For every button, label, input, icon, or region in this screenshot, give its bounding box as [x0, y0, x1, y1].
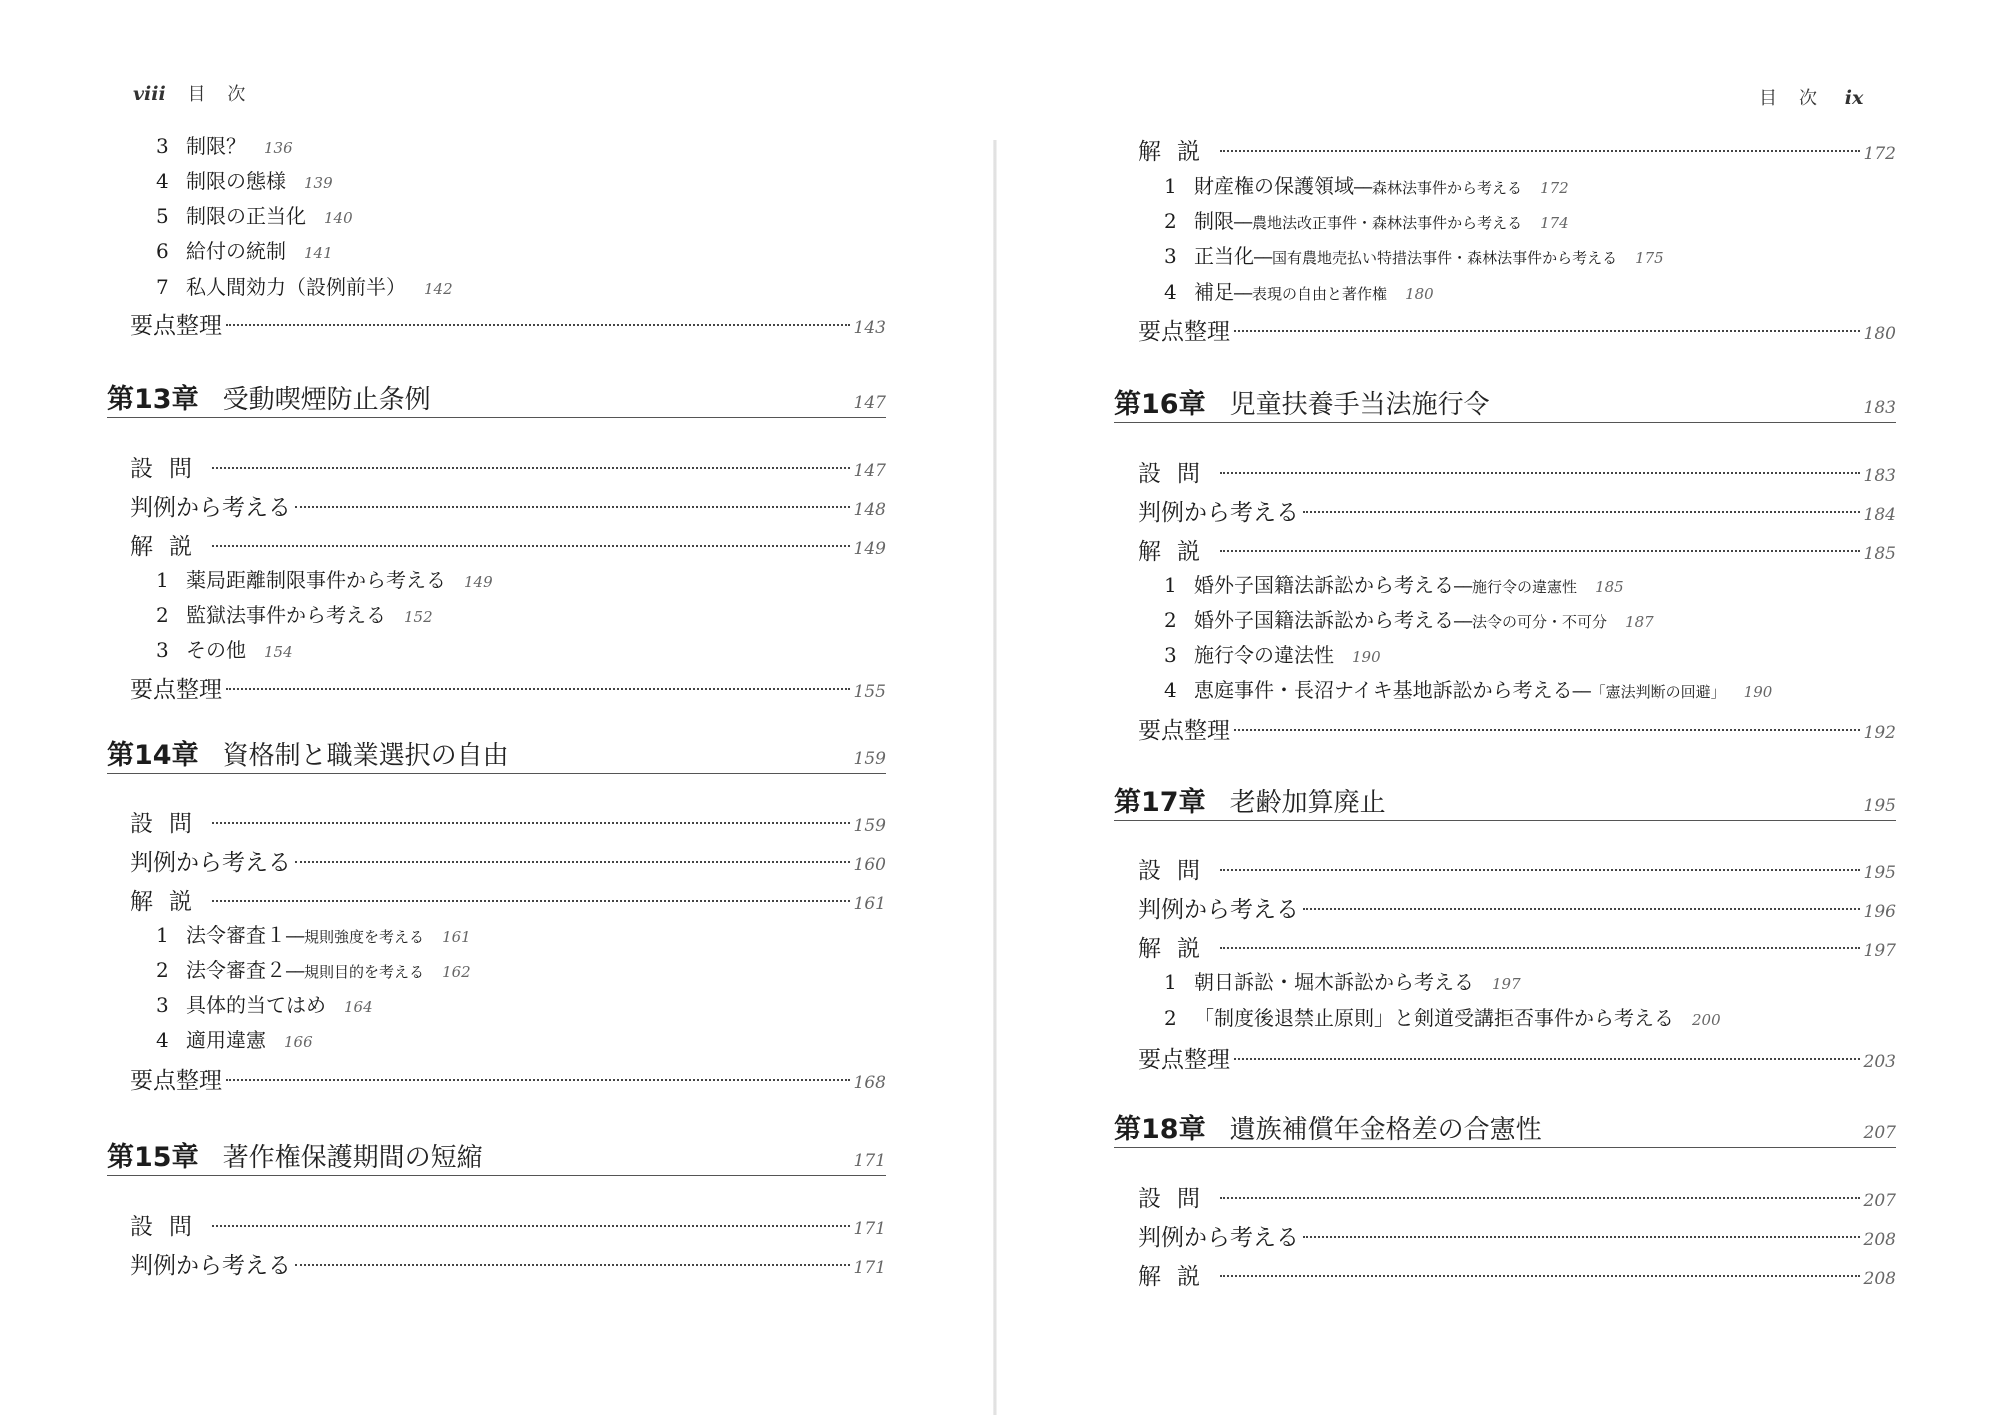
- toc-subitem[interactable]: [1164, 205, 1569, 239]
- toc-row[interactable]: [130, 883, 886, 917]
- item-main-text: 法令審査１: [186, 923, 286, 947]
- running-head-right: [1759, 84, 1863, 110]
- toc-subitem[interactable]: [156, 130, 293, 164]
- dot-leader: [212, 822, 850, 824]
- page-ref: 149: [853, 539, 886, 559]
- section-label: 解説: [1138, 539, 1216, 565]
- toc-row[interactable]: [1138, 494, 1896, 528]
- toc-row[interactable]: [1138, 852, 1896, 886]
- page-ref: 171: [853, 1258, 886, 1278]
- item-text: [186, 634, 246, 663]
- toc-row[interactable]: [130, 528, 886, 562]
- item-text: [186, 989, 326, 1018]
- running-head-left: [133, 80, 267, 106]
- section-label: 設問: [1138, 1186, 1216, 1212]
- dot-leader: [226, 324, 850, 326]
- toc-row[interactable]: [1138, 1258, 1896, 1292]
- dot-leader: [1303, 1236, 1860, 1238]
- section-label: 判例から考える: [1138, 1225, 1299, 1251]
- toc-subitem[interactable]: [1164, 966, 1521, 1000]
- page-ref: 148: [853, 500, 886, 520]
- page-ref: 168: [853, 1073, 886, 1093]
- toc-subitem[interactable]: [156, 1024, 313, 1058]
- toc-row[interactable]: [130, 1062, 886, 1096]
- chapter-title: 著作権保護期間の短縮: [222, 1143, 483, 1173]
- page-ref: 190: [1743, 683, 1773, 701]
- toc-subitem[interactable]: [156, 235, 333, 269]
- toc-row[interactable]: [1138, 1219, 1896, 1253]
- page-ref: 180: [1405, 285, 1434, 303]
- dot-leader: [226, 1079, 850, 1081]
- dot-leader: [1220, 150, 1860, 152]
- section-label: 要点整理: [1138, 718, 1230, 744]
- section-label: 要点整理: [1138, 1047, 1230, 1073]
- item-text: [186, 599, 386, 628]
- toc-subitem[interactable]: [1164, 170, 1569, 204]
- item-main-text: 制限の正当化: [186, 204, 306, 228]
- page-ref: 197: [1492, 975, 1521, 993]
- item-subtitle: ──森林法事件から考える: [1354, 179, 1523, 197]
- item-main-text: 恵庭事件・長沼ナイキ基地訴訟から考える: [1194, 678, 1573, 702]
- chapter-title: 遺族補償年金格差の合憲性: [1229, 1115, 1542, 1145]
- toc-subitem[interactable]: [156, 165, 333, 199]
- dot-leader: [212, 545, 850, 547]
- page-ref: 147: [853, 393, 886, 413]
- item-subtitle: ──国有農地売払い特措法事件・森林法事件から考える: [1254, 249, 1618, 267]
- dot-leader: [1220, 1275, 1860, 1277]
- page-ref: 161: [442, 928, 471, 946]
- item-number: 4: [156, 169, 169, 193]
- page-ref: 136: [264, 139, 293, 157]
- dot-leader: [295, 861, 850, 863]
- section-label: 設問: [130, 456, 208, 482]
- section-label: 解説: [130, 889, 208, 915]
- item-main-text: 婚外子国籍法訴訟から考える: [1194, 608, 1454, 632]
- item-subtitle: ──法令の可分・不可分: [1454, 613, 1608, 631]
- item-text: [1194, 240, 1617, 269]
- chapter-heading[interactable]: [1114, 780, 1896, 821]
- page-ref: 143: [853, 318, 886, 338]
- page-ref: 161: [853, 894, 886, 914]
- page-ref: 180: [1863, 324, 1896, 344]
- section-label: 要点整理: [1138, 319, 1230, 345]
- item-main-text: 施行令の違法性: [1194, 643, 1334, 667]
- toc-subitem[interactable]: [156, 564, 493, 598]
- item-main-text: 補足: [1194, 280, 1234, 304]
- item-main-text: 制限: [1194, 209, 1234, 233]
- section-label: 設問: [130, 811, 208, 837]
- item-number: 6: [156, 239, 169, 263]
- page-ref: 147: [853, 461, 886, 481]
- dot-leader: [212, 900, 850, 902]
- item-text: [1194, 569, 1577, 598]
- toc-row[interactable]: [1138, 455, 1896, 489]
- page-ref: 166: [284, 1033, 313, 1051]
- section-label: 設問: [130, 1214, 208, 1240]
- section-label: 解説: [130, 534, 208, 560]
- page-ref: 155: [853, 682, 886, 702]
- item-number: 1: [1164, 174, 1177, 198]
- chapter-title: 資格制と職業選択の自由: [222, 741, 509, 771]
- dot-leader: [1220, 947, 1860, 949]
- toc-subitem[interactable]: [1164, 1002, 1721, 1036]
- item-number: 3: [156, 134, 169, 158]
- page-ref: 207: [1863, 1191, 1896, 1211]
- page-ref: 203: [1863, 1052, 1896, 1072]
- dot-leader: [1303, 908, 1860, 910]
- page-ref: 207: [1863, 1123, 1896, 1143]
- page-ref: 162: [442, 963, 471, 981]
- item-number: 4: [1164, 280, 1177, 304]
- page-ref: 190: [1352, 648, 1381, 666]
- item-main-text: 薬局距離制限事件から考える: [186, 568, 446, 592]
- dot-leader: [295, 506, 850, 508]
- page-ref: 172: [1540, 179, 1569, 197]
- item-subtitle: ──表現の自由と著作権: [1234, 285, 1388, 303]
- page-ref: 197: [1863, 941, 1896, 961]
- page-number: viii: [133, 83, 166, 105]
- item-text: [186, 200, 306, 229]
- dot-leader: [1220, 869, 1860, 871]
- item-main-text: 正当化: [1194, 244, 1254, 268]
- section-label: 解説: [1138, 1264, 1216, 1290]
- dot-leader: [1234, 729, 1860, 731]
- item-number: 2: [1164, 1006, 1177, 1030]
- item-main-text: 制限？: [186, 134, 246, 158]
- item-text: [1194, 604, 1607, 633]
- toc-subitem[interactable]: [1164, 276, 1434, 310]
- toc-subitem[interactable]: [156, 599, 433, 633]
- toc-subitem[interactable]: [1164, 240, 1664, 274]
- page-ref: 183: [1863, 466, 1896, 486]
- dot-leader: [212, 467, 850, 469]
- page-ref: 175: [1635, 249, 1664, 267]
- item-main-text: 給付の統制: [186, 239, 286, 263]
- chapter-title: 受動喫煙防止条例: [222, 385, 431, 415]
- item-subtitle: ──施行令の違憲性: [1454, 578, 1578, 596]
- item-text: [1194, 674, 1726, 703]
- section-label: 判例から考える: [130, 1253, 291, 1279]
- item-number: 1: [1164, 970, 1177, 994]
- section-label: 要点整理: [130, 313, 222, 339]
- page-ref: 160: [853, 855, 886, 875]
- toc-row[interactable]: [130, 671, 886, 705]
- toc-subitem[interactable]: [156, 989, 373, 1023]
- section-label: 設問: [1138, 461, 1216, 487]
- item-text: [186, 919, 424, 948]
- item-main-text: その他: [186, 638, 246, 662]
- item-number: 3: [1164, 244, 1177, 268]
- item-number: 2: [156, 958, 169, 982]
- page-ref: 164: [344, 998, 373, 1016]
- item-number: 5: [156, 204, 169, 228]
- item-main-text: 朝日訴訟・堀木訴訟から考える: [1194, 970, 1474, 994]
- page-ref: 154: [264, 643, 293, 661]
- page-ref: 184: [1863, 505, 1896, 525]
- page-number: ix: [1844, 87, 1864, 109]
- toc-row[interactable]: [130, 307, 886, 341]
- item-main-text: 法令審査２: [186, 958, 286, 982]
- left-page: [0, 0, 996, 1415]
- section-label: 解説: [1138, 936, 1216, 962]
- toc-row[interactable]: [1138, 891, 1896, 925]
- item-main-text: 適用違憲: [186, 1028, 266, 1052]
- item-main-text: 婚外子国籍法訴訟から考える: [1194, 573, 1454, 597]
- toc-subitem[interactable]: [156, 634, 293, 668]
- item-subtitle: ──規則強度を考える: [286, 928, 425, 946]
- toc-subitem[interactable]: [1164, 604, 1654, 638]
- item-text: [186, 130, 246, 159]
- item-text: [186, 1024, 266, 1053]
- section-label: 解説: [1138, 139, 1216, 165]
- chapter-number: 第15章: [107, 1142, 199, 1173]
- chapter-heading[interactable]: [107, 1135, 886, 1176]
- toc-row[interactable]: [130, 805, 886, 839]
- page-ref: 208: [1863, 1230, 1896, 1250]
- item-main-text: 具体的当てはめ: [186, 993, 326, 1017]
- item-main-text: 財産権の保護領域: [1194, 174, 1354, 198]
- page-ref: 174: [1540, 214, 1569, 232]
- item-text: [186, 235, 286, 264]
- toc-row[interactable]: [1138, 930, 1896, 964]
- item-number: 3: [156, 993, 169, 1017]
- toc-subitem[interactable]: [1164, 639, 1381, 673]
- page-ref: 195: [1863, 796, 1896, 816]
- section-label: 判例から考える: [130, 495, 291, 521]
- item-subtitle: ──農地法改正事件・森林法事件から考える: [1234, 214, 1523, 232]
- page-ref: 196: [1863, 902, 1896, 922]
- toc-row[interactable]: [1138, 133, 1896, 167]
- toc-subitem[interactable]: [156, 919, 471, 953]
- item-subtitle: ──規則目的を考える: [286, 963, 425, 981]
- page-ref: 185: [1595, 578, 1624, 596]
- item-number: 7: [156, 275, 169, 299]
- chapter-heading[interactable]: [107, 733, 886, 774]
- running-title: 目次: [187, 84, 268, 105]
- page-ref: 159: [853, 749, 886, 769]
- toc-row[interactable]: [1138, 313, 1896, 347]
- page-ref: 172: [1863, 144, 1896, 164]
- page-ref: 183: [1863, 398, 1896, 418]
- item-number: 2: [156, 603, 169, 627]
- page-ref: 195: [1863, 863, 1896, 883]
- section-label: 要点整理: [130, 1068, 222, 1094]
- chapter-number: 第14章: [107, 740, 199, 771]
- chapter-heading[interactable]: [1114, 382, 1896, 423]
- item-text: [1194, 276, 1387, 305]
- item-text: [186, 954, 424, 983]
- toc-row[interactable]: [130, 1247, 886, 1281]
- item-number: 4: [1164, 678, 1177, 702]
- dot-leader: [212, 1225, 850, 1227]
- item-subtitle: ──「憲法判断の回避」: [1572, 683, 1726, 701]
- page-ref: 171: [853, 1219, 886, 1239]
- item-number: 3: [1164, 643, 1177, 667]
- chapter-heading[interactable]: [1114, 1107, 1896, 1148]
- toc-row[interactable]: [1138, 1041, 1896, 1075]
- page-ref: 142: [424, 280, 453, 298]
- dot-leader: [1234, 1058, 1860, 1060]
- item-number: 3: [156, 638, 169, 662]
- chapter-title: 児童扶養手当法施行令: [1229, 390, 1490, 420]
- item-main-text: 「制度後退禁止原則」と剣道受講拒否事件から考える: [1194, 1006, 1674, 1030]
- item-text: [186, 271, 406, 300]
- toc-row[interactable]: [130, 1208, 886, 1242]
- toc-subitem[interactable]: [1164, 674, 1772, 708]
- toc-subitem[interactable]: [156, 200, 353, 234]
- item-number: 2: [1164, 608, 1177, 632]
- right-page: [1000, 0, 2000, 1415]
- page-ref: 152: [404, 608, 433, 626]
- page-ref: 140: [324, 209, 353, 227]
- toc-subitem[interactable]: [1164, 569, 1624, 603]
- chapter-number: 第13章: [107, 384, 199, 415]
- toc-row[interactable]: [130, 489, 886, 523]
- running-title: 目次: [1759, 88, 1839, 109]
- item-main-text: 監獄法事件から考える: [186, 603, 386, 627]
- page-ref: 159: [853, 816, 886, 836]
- item-main-text: 私人間効力（設例前半）: [186, 275, 406, 299]
- page-ref: 187: [1625, 613, 1654, 631]
- toc-row[interactable]: [130, 844, 886, 878]
- page-ref: 192: [1863, 723, 1896, 743]
- section-label: 設問: [1138, 858, 1216, 884]
- item-text: [186, 165, 286, 194]
- item-text: [1194, 639, 1334, 668]
- toc-row[interactable]: [1138, 712, 1896, 746]
- page-ref: 185: [1863, 544, 1896, 564]
- page-ref: 208: [1863, 1269, 1896, 1289]
- section-label: 判例から考える: [1138, 500, 1299, 526]
- toc-row[interactable]: [1138, 533, 1896, 567]
- dot-leader: [1234, 330, 1860, 332]
- dot-leader: [295, 1264, 850, 1266]
- dot-leader: [226, 688, 850, 690]
- toc-subitem[interactable]: [156, 954, 471, 988]
- page-ref: 171: [853, 1151, 886, 1171]
- page-ref: 200: [1692, 1011, 1721, 1029]
- dot-leader: [1220, 1197, 1860, 1199]
- item-text: [1194, 1002, 1674, 1031]
- item-main-text: 制限の態様: [186, 169, 286, 193]
- dot-leader: [1220, 472, 1860, 474]
- section-label: 要点整理: [130, 677, 222, 703]
- chapter-number: 第18章: [1114, 1114, 1206, 1145]
- toc-row[interactable]: [1138, 1180, 1896, 1214]
- section-label: 判例から考える: [130, 850, 291, 876]
- item-number: 1: [156, 923, 169, 947]
- toc-subitem[interactable]: [156, 271, 453, 305]
- page-ref: 149: [464, 573, 493, 591]
- toc-row[interactable]: [130, 450, 886, 484]
- item-number: 1: [156, 568, 169, 592]
- item-number: 4: [156, 1028, 169, 1052]
- chapter-number: 第16章: [1114, 389, 1206, 420]
- item-number: 2: [1164, 209, 1177, 233]
- page-ref: 141: [304, 244, 333, 262]
- section-label: 判例から考える: [1138, 897, 1299, 923]
- chapter-number: 第17章: [1114, 787, 1206, 818]
- item-text: [1194, 966, 1474, 995]
- dot-leader: [1220, 550, 1860, 552]
- item-text: [186, 564, 446, 593]
- dot-leader: [1303, 511, 1860, 513]
- page-ref: 139: [304, 174, 333, 192]
- chapter-title: 老齢加算廃止: [1229, 788, 1386, 818]
- item-number: 1: [1164, 573, 1177, 597]
- item-text: [1194, 170, 1522, 199]
- item-text: [1194, 205, 1522, 234]
- chapter-heading[interactable]: [107, 377, 886, 418]
